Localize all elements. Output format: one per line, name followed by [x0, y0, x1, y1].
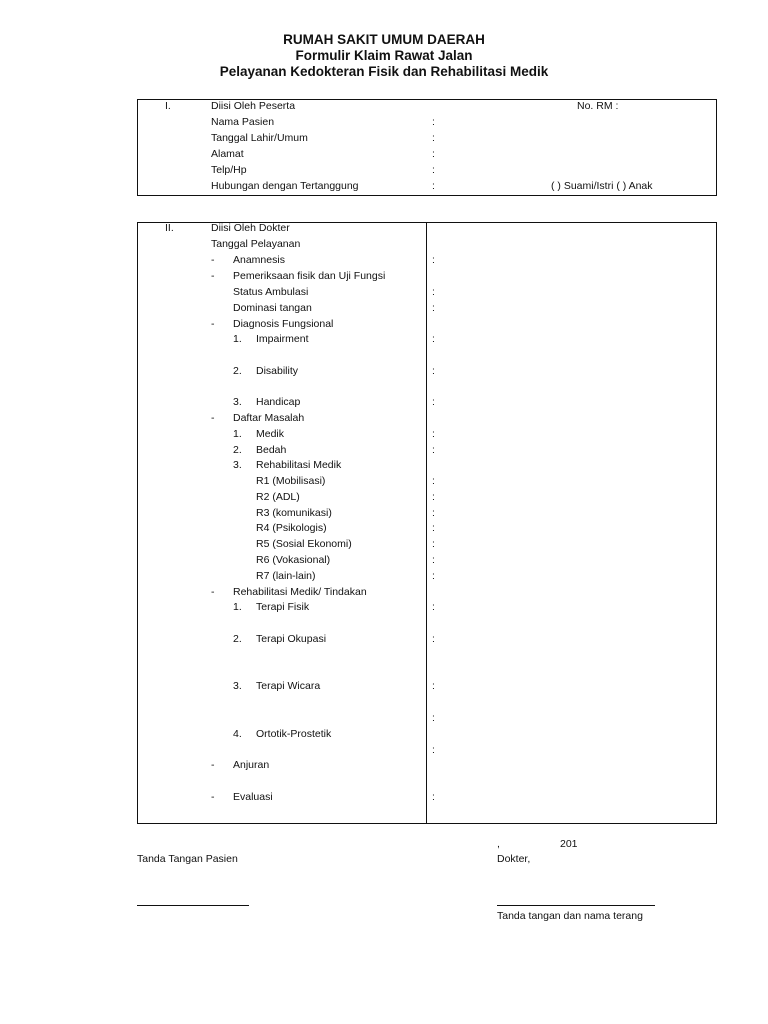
section-2-title: Diisi Oleh Dokter — [211, 222, 290, 234]
doctor-signature-caption: Tanda tangan dan nama terang — [497, 910, 643, 922]
form-subtitle: Pelayanan Kedokteran Fisik dan Rehabilitasi Medik — [219, 64, 549, 79]
r4-label: R4 (Psikologis) — [256, 522, 327, 534]
hospital-name: RUMAH SAKIT UMUM DAERAH — [283, 32, 485, 47]
hubungan-colon: : — [432, 180, 435, 192]
medik-num: 1. — [233, 428, 242, 440]
terapi-okupasi-label: Terapi Okupasi — [256, 633, 327, 645]
extra-colon: : — [432, 712, 435, 724]
status-ambulasi-label: Status Ambulasi — [233, 286, 309, 298]
ortotik-colon: : — [432, 744, 435, 756]
ortotik-num: 4. — [233, 728, 242, 740]
ortotik-label: Ortotik-Prostetik — [256, 728, 332, 740]
pemeriksaan-dash: - — [211, 270, 215, 282]
handicap-colon: : — [432, 396, 435, 408]
anamnesis-colon: : — [432, 254, 435, 266]
hubungan-label: Hubungan dengan Tertanggung — [211, 180, 359, 192]
impairment-label: Impairment — [256, 333, 309, 345]
terapi-wicara-label: Terapi Wicara — [256, 680, 321, 692]
evaluasi-dash: - — [211, 791, 215, 803]
handicap-num: 3. — [233, 396, 242, 408]
medik-label: Medik — [256, 428, 285, 440]
r6-label: R6 (Vokasional) — [256, 554, 331, 566]
rehab-tindakan-label: Rehabilitasi Medik/ Tindakan — [233, 586, 367, 598]
bedah-num: 2. — [233, 444, 242, 456]
r3-colon: : — [432, 507, 435, 519]
tanggal-pelayanan-label: Tanggal Pelayanan — [211, 238, 301, 250]
r1-colon: : — [432, 475, 435, 487]
terapi-okupasi-num: 2. — [233, 633, 242, 645]
anamnesis-label: Anamnesis — [233, 254, 285, 266]
evaluasi-colon: : — [432, 791, 435, 803]
tanggal-lahir-colon: : — [432, 132, 435, 144]
terapi-wicara-num: 3. — [233, 680, 242, 692]
anjuran-label: Anjuran — [233, 759, 270, 771]
terapi-wicara-colon: : — [432, 680, 435, 692]
patient-signature-label: Tanda Tangan Pasien — [137, 853, 238, 865]
terapi-fisik-num: 1. — [233, 601, 242, 613]
bedah-colon: : — [432, 444, 435, 456]
terapi-fisik-colon: : — [432, 601, 435, 613]
daftar-masalah-dash: - — [211, 412, 215, 424]
telp-label: Telp/Hp — [211, 164, 247, 176]
diagnosis-dash: - — [211, 318, 215, 330]
r5-label: R5 (Sosial Ekonomi) — [256, 538, 352, 550]
status-ambulasi-colon: : — [432, 286, 435, 298]
section-2-divider — [426, 222, 427, 824]
section-2-roman: II. — [165, 222, 174, 234]
dominasi-colon: : — [432, 302, 435, 314]
pemeriksaan-label: Pemeriksaan fisik dan Uji Fungsi — [233, 270, 386, 282]
medik-colon: : — [432, 428, 435, 440]
doctor-label: Dokter, — [497, 853, 531, 865]
rehab-tindakan-dash: - — [211, 586, 215, 598]
no-rm-label: No. RM : — [577, 100, 619, 112]
dominasi-label: Dominasi tangan — [233, 302, 312, 314]
section-1-roman: I. — [165, 100, 171, 112]
daftar-masalah-label: Daftar Masalah — [233, 412, 305, 424]
rehab-medik-num: 3. — [233, 459, 242, 471]
r3-label: R3 (komunikasi) — [256, 507, 332, 519]
anamnesis-dash: - — [211, 254, 215, 266]
nama-pasien-label: Nama Pasien — [211, 116, 275, 128]
nama-pasien-colon: : — [432, 116, 435, 128]
rehab-medik-label: Rehabilitasi Medik — [256, 459, 342, 471]
telp-colon: : — [432, 164, 435, 176]
tanggal-lahir-label: Tanggal Lahir/Umum — [211, 132, 308, 144]
section-1-title: Diisi Oleh Peserta — [211, 100, 296, 112]
r6-colon: : — [432, 554, 435, 566]
impairment-colon: : — [432, 333, 435, 345]
date-comma: , — [497, 838, 500, 850]
form-title: Formulir Klaim Rawat Jalan — [295, 48, 473, 63]
section-2-box — [137, 222, 717, 824]
terapi-fisik-label: Terapi Fisik — [256, 601, 310, 613]
r1-label: R1 (Mobilisasi) — [256, 475, 326, 487]
r2-label: R2 (ADL) — [256, 491, 300, 503]
form-header — [0, 32, 768, 80]
diagnosis-label: Diagnosis Fungsional — [233, 318, 334, 330]
disability-num: 2. — [233, 365, 242, 377]
disability-label: Disability — [256, 365, 299, 377]
r5-colon: : — [432, 538, 435, 550]
r4-colon: : — [432, 522, 435, 534]
patient-signature-line — [137, 905, 249, 906]
handicap-label: Handicap — [256, 396, 301, 408]
r2-colon: : — [432, 491, 435, 503]
impairment-num: 1. — [233, 333, 242, 345]
terapi-okupasi-colon: : — [432, 633, 435, 645]
hubungan-options: ( ) Suami/Istri ( ) Anak — [551, 180, 653, 192]
alamat-colon: : — [432, 148, 435, 160]
doctor-signature-line — [497, 905, 655, 906]
r7-label: R7 (lain-lain) — [256, 570, 316, 582]
bedah-label: Bedah — [256, 444, 287, 456]
date-year: 201 — [560, 838, 578, 850]
disability-colon: : — [432, 365, 435, 377]
evaluasi-label: Evaluasi — [233, 791, 273, 803]
anjuran-dash: - — [211, 759, 215, 771]
r7-colon: : — [432, 570, 435, 582]
alamat-label: Alamat — [211, 148, 244, 160]
